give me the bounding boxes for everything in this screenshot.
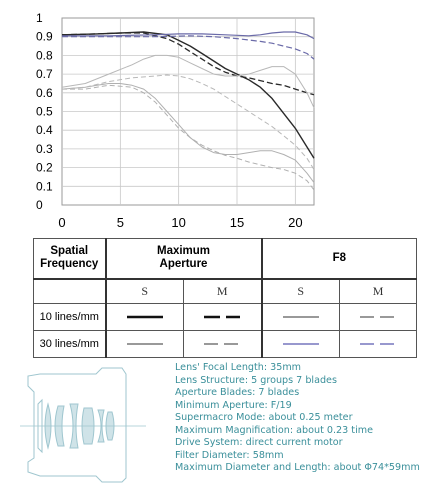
chart-grid bbox=[62, 18, 314, 205]
series-line-max-aperture-30-m bbox=[62, 85, 314, 190]
spec-line: Aperture Blades: 7 blades bbox=[175, 387, 300, 398]
swatch-f8-30-m bbox=[340, 331, 417, 358]
mtf-chart bbox=[0, 0, 446, 235]
x-tick-label: 0 bbox=[58, 215, 66, 230]
x-tick-label: 10 bbox=[171, 215, 186, 230]
max-aperture-s-label: S bbox=[106, 279, 184, 304]
max-aperture-header: Maximum Aperture bbox=[106, 239, 262, 279]
spec-line: Maximum Diameter and Length: about Φ74*59mm bbox=[175, 462, 420, 473]
spec-line: Filter Diameter: 58mm bbox=[175, 449, 284, 461]
y-tick-label: 0.1 bbox=[36, 179, 53, 194]
y-tick-label: 1 bbox=[36, 11, 43, 25]
y-axis-ticks bbox=[36, 11, 53, 212]
x-axis-ticks bbox=[58, 215, 302, 230]
lens-specifications bbox=[175, 362, 420, 475]
y-tick-label: 0 bbox=[36, 198, 43, 212]
y-tick-label: 0.3 bbox=[36, 141, 53, 156]
swatch-f8-10-m bbox=[340, 304, 417, 331]
swatch-max-10-s bbox=[106, 304, 184, 331]
series-line-f8-30-s bbox=[62, 55, 314, 107]
spec-line: Lens Structure: 5 groups 7 blades bbox=[175, 374, 337, 386]
row-label-30: 30 lines/mm bbox=[34, 331, 106, 358]
spec-line: Maximum Magnification: about 0.23 time bbox=[175, 424, 373, 436]
y-tick-label: 0.2 bbox=[36, 160, 53, 175]
f8-s-label: S bbox=[262, 279, 340, 304]
spec-line: Minimum Aperture: F/19 bbox=[175, 399, 292, 411]
y-tick-label: 0.4 bbox=[36, 123, 53, 138]
f8-header: F8 bbox=[262, 239, 417, 279]
spec-line: Drive System: direct current motor bbox=[175, 437, 343, 448]
spec-line: Supermacro Mode: about 0.25 meter bbox=[175, 412, 353, 423]
swatch-f8-30-s bbox=[262, 331, 340, 358]
row-label-10: 10 lines/mm bbox=[34, 304, 106, 331]
y-tick-label: 0.7 bbox=[36, 67, 53, 82]
series-line-max-aperture-10-m bbox=[62, 33, 314, 95]
swatch-f8-10-s bbox=[262, 304, 340, 331]
f8-m-label: M bbox=[340, 279, 417, 304]
y-tick-label: 0.6 bbox=[36, 85, 53, 100]
spatial-frequency-header: Spatial Frequency bbox=[34, 239, 106, 279]
spec-line: Lens' Focal Length: 35mm bbox=[175, 362, 302, 373]
series-line-f8-30-m bbox=[62, 75, 314, 170]
x-tick-label: 15 bbox=[229, 215, 245, 230]
y-tick-label: 0.5 bbox=[36, 104, 53, 119]
y-tick-label: 0.9 bbox=[36, 29, 53, 44]
swatch-max-30-m bbox=[184, 331, 262, 358]
swatch-max-30-s bbox=[106, 331, 184, 358]
legend-table bbox=[33, 238, 417, 358]
x-tick-label: 20 bbox=[288, 215, 303, 230]
empty-cell bbox=[34, 279, 106, 304]
swatch-max-10-m bbox=[184, 304, 262, 331]
max-aperture-m-label: M bbox=[184, 279, 262, 304]
y-tick-label: 0.8 bbox=[36, 48, 53, 63]
lens-cross-section-diagram bbox=[18, 364, 158, 484]
x-tick-label: 5 bbox=[116, 215, 124, 230]
